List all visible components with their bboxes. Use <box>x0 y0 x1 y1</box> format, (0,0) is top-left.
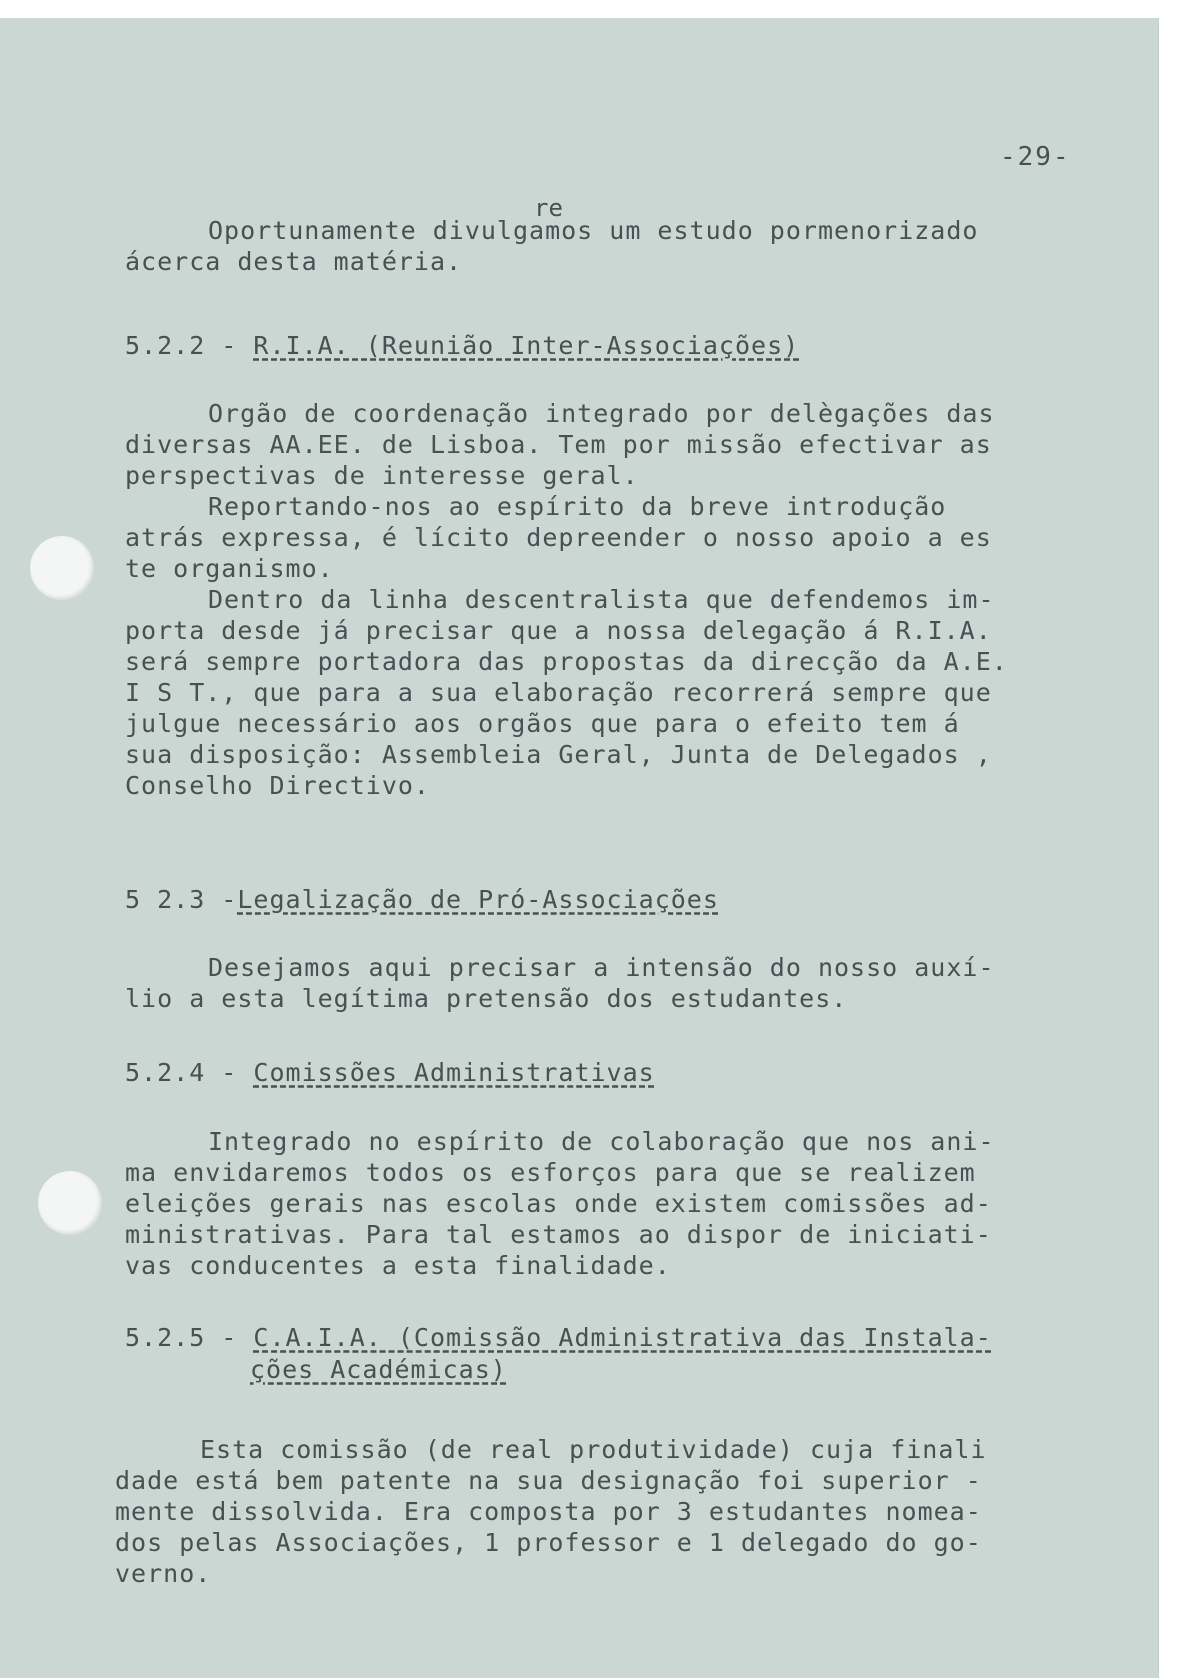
paragraph-line: diversas AA.EE. de Lisboa. Tem por missão efectivar as <box>125 430 992 459</box>
section-heading-5-2-2 <box>125 331 799 360</box>
section-title: C.A.I.A. (Comissão Administrativa das Instala- <box>253 1323 992 1352</box>
document-page <box>0 18 1159 1678</box>
paragraph-line: será sempre portadora das propostas da direcção da A.E. <box>125 647 1008 676</box>
punch-hole-top <box>30 536 94 600</box>
paragraph-line: Reportando-nos ao espírito da breve introdução <box>208 492 947 521</box>
section-heading-5-2-5 <box>125 1323 992 1352</box>
paragraph-line: Dentro da linha descentralista que defendemos im- <box>208 585 995 614</box>
paragraph-line: eleições gerais nas escolas onde existem comissões ad- <box>125 1189 992 1218</box>
section-heading-5-2-3 <box>125 885 719 914</box>
section-title: Comissões Administrativas <box>253 1058 655 1087</box>
paragraph-line: Desejamos aqui precisar a intensão do nosso auxí- <box>208 953 995 982</box>
paragraph-line: sua disposição: Assembleia Geral, Junta de Delegados , <box>125 740 992 769</box>
section-title: ções Académicas) <box>250 1355 507 1384</box>
paragraph-line: verno. <box>115 1559 212 1588</box>
paragraph-line: lio a esta legítima pretensão dos estudantes. <box>125 984 848 1013</box>
paragraph-line: Orgão de coordenação integrado por delègações das <box>208 399 995 428</box>
paragraph-line: Esta comissão (de real produtividade) cuja finali <box>200 1435 987 1464</box>
paragraph-line: julgue necessário aos orgãos que para o efeito tem á <box>125 709 960 738</box>
paragraph-line: Integrado no espírito de colaboração que nos ani- <box>208 1127 995 1156</box>
handwritten-insertion: re <box>534 194 563 222</box>
section-number: 5.2.2 - <box>125 331 254 360</box>
paragraph-line: te organismo. <box>125 554 334 583</box>
paragraph-line: dade está bem patente na sua designação foi superior - <box>115 1466 982 1495</box>
section-heading-5-2-4 <box>125 1058 655 1087</box>
section-number: 5.2.5 - <box>125 1323 254 1352</box>
paragraph-line: Conselho Directivo. <box>125 771 430 800</box>
paragraph-line: mente dissolvida. Era composta por 3 estudantes nomea- <box>115 1497 982 1526</box>
section-title-continuation <box>250 1355 507 1384</box>
paragraph-line: porta desde já precisar que a nossa delegação á R.I.A. <box>125 616 992 645</box>
paragraph-line: dos pelas Associações, 1 professor e 1 delegado do go- <box>115 1528 982 1557</box>
section-title: Legalização de Pró-Associações <box>237 885 719 914</box>
section-title: R.I.A. (Reunião Inter-Associações) <box>253 331 800 360</box>
page-number: -29- <box>1000 142 1071 172</box>
punch-hole-bottom <box>38 1171 102 1235</box>
paragraph-line: ma envidaremos todos os esforços para que se realizem <box>125 1158 976 1187</box>
paragraph-line: I S T., que para a sua elaboração recorrerá sempre que <box>125 678 992 707</box>
paragraph-line: vas conducentes a esta finalidade. <box>125 1251 671 1280</box>
section-number: 5 2.3 - <box>125 885 238 914</box>
paragraph-line: ministrativas. Para tal estamos ao dispor de iniciati- <box>125 1220 992 1249</box>
paragraph-line: atrás expressa, é lícito depreender o nosso apoio a es <box>125 523 992 552</box>
intro-line-1: Oportunamente divulgamos um estudo pormenorizado <box>208 216 979 245</box>
intro-line-2: ácerca desta matéria. <box>125 247 463 276</box>
section-number: 5.2.4 - <box>125 1058 254 1087</box>
paragraph-line: perspectivas de interesse geral. <box>125 461 639 490</box>
